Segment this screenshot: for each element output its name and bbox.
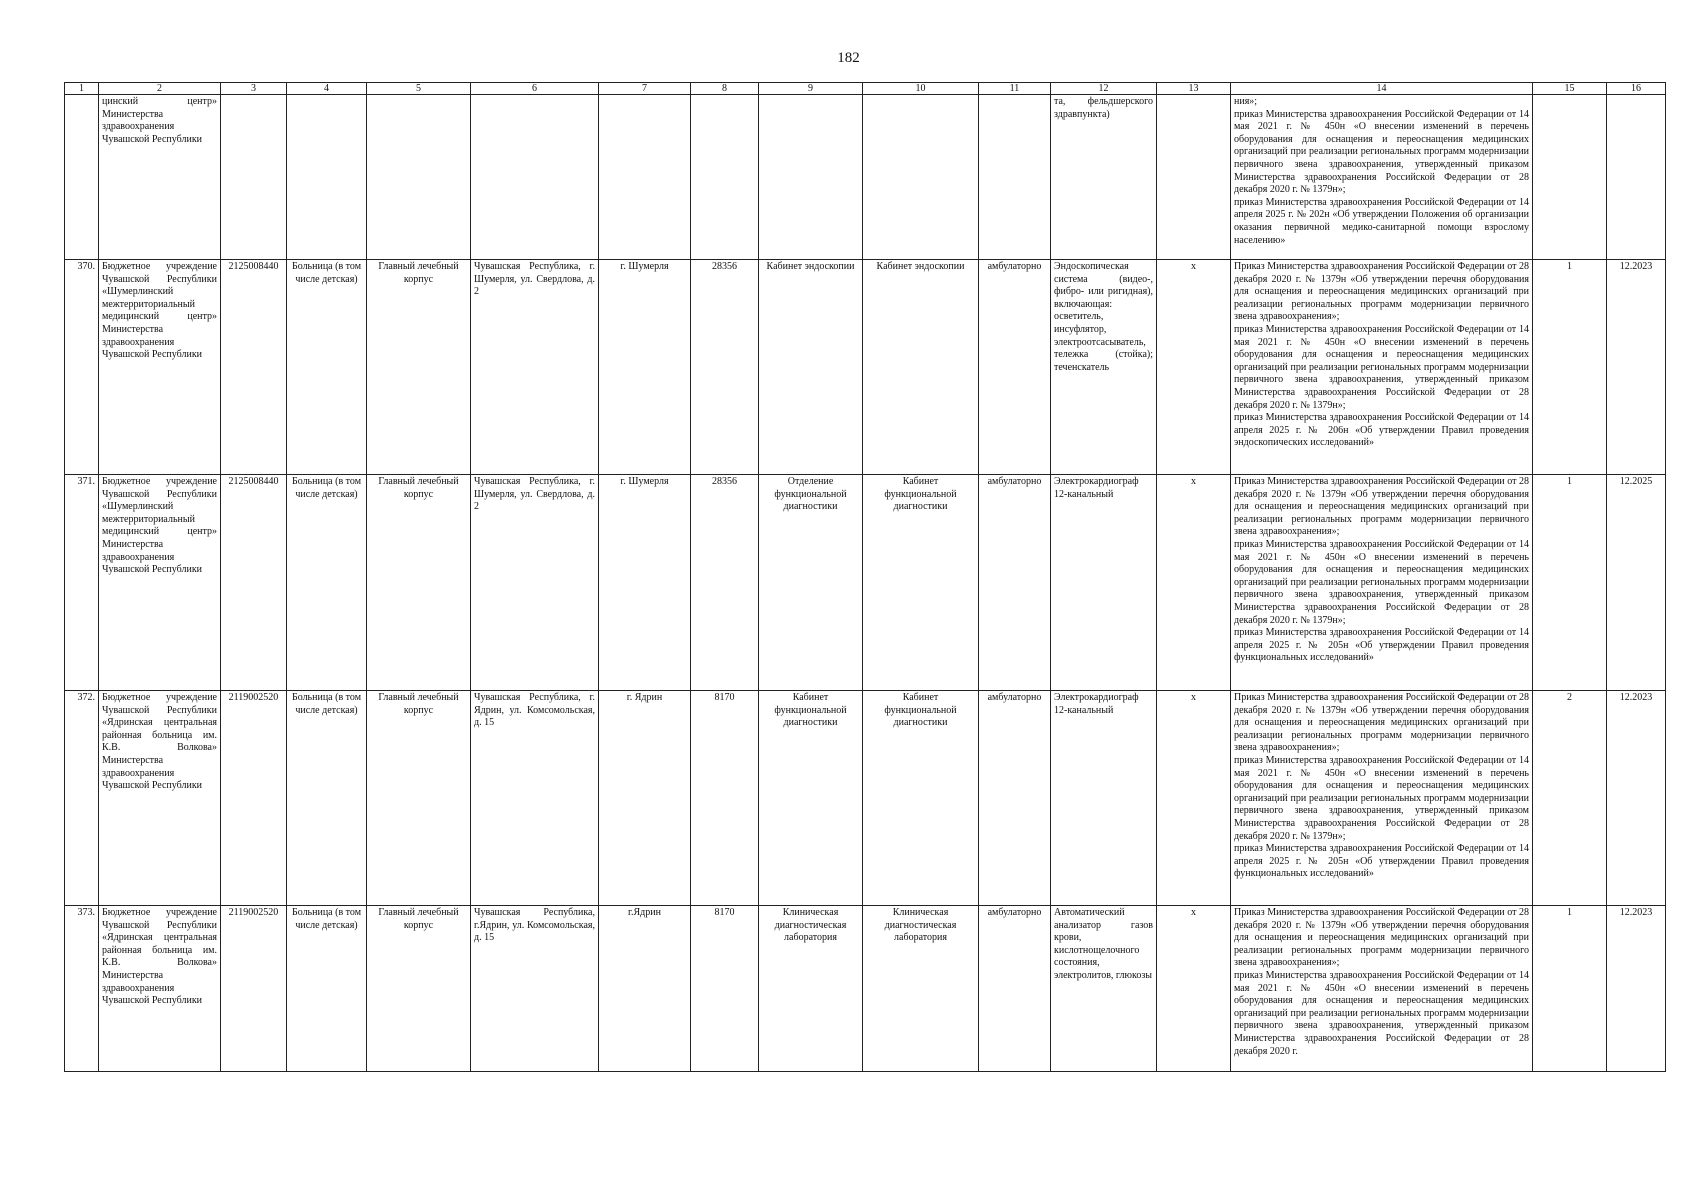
registry-table [64, 82, 1666, 1072]
table-row [65, 260, 1666, 475]
cell-population: 28356 [691, 475, 759, 691]
cell-inn: 2119002520 [221, 691, 287, 906]
cell-inn: 2119002520 [221, 906, 287, 1072]
col-header: 9 [759, 83, 863, 95]
cell-city: г. Шумерля [599, 475, 691, 691]
cell-unit [759, 95, 863, 260]
cell-room [863, 95, 979, 260]
col-header: 10 [863, 83, 979, 95]
cell-quantity: 1 [1533, 906, 1607, 1072]
cell-organization: Бюджетное учреждение Чувашской Республики «Ядринская центральная районная больница им. К.В. Волкова» Министерства здравоохранения Чувашской Республики [99, 906, 221, 1072]
cell-city: г.Ядрин [599, 906, 691, 1072]
cell-number [65, 95, 99, 260]
cell-city: г. Шумерля [599, 260, 691, 475]
cell-building: Главный лечебный корпус [367, 691, 471, 906]
cell-population [691, 95, 759, 260]
cell-address: Чувашская Республика, г. Ядрин, ул. Комсомольская, д. 15 [471, 691, 599, 906]
col-header: 5 [367, 83, 471, 95]
col-header: 12 [1051, 83, 1157, 95]
cell-building [367, 95, 471, 260]
cell-mark: х [1157, 260, 1231, 475]
col-header: 14 [1231, 83, 1533, 95]
cell-inn: 2125008440 [221, 260, 287, 475]
cell-quantity [1533, 95, 1607, 260]
cell-number: 370. [65, 260, 99, 475]
cell-quantity: 2 [1533, 691, 1607, 906]
cell-mode: амбулаторно [979, 906, 1051, 1072]
cell-building: Главный лечебный корпус [367, 260, 471, 475]
cell-room: Кабинет функциональной диагностики [863, 475, 979, 691]
cell-address: Чувашская Республика, г. Шумерля, ул. Свердлова, д. 2 [471, 260, 599, 475]
cell-date: 12.2023 [1607, 260, 1666, 475]
page-number: 182 [837, 50, 860, 66]
cell-unit: Клиническая диагностическая лаборатория [759, 906, 863, 1072]
table-row [65, 906, 1666, 1072]
cell-type: Больница (в том числе детская) [287, 906, 367, 1072]
table-row [65, 475, 1666, 691]
cell-inn [221, 95, 287, 260]
col-header: 15 [1533, 83, 1607, 95]
cell-legal-basis: Приказ Министерства здравоохранения Российской Федерации от 28 декабря 2020 г. № 1379н «Об утверждении перечня оборудования для оснащения и переоснащения медицинских организаций при реализации региональных программ модернизации первичного звена здравоохранения»; приказ Министерства здравоохранения Российской Федерации от 14 мая 2021 г. № 450н «О внесении изменений в перечень оборудования для оснащения и переоснащения медицинских организаций при реализации региональных программ модернизации первичного звена здравоохранения, утвержденный приказом Министерства здравоохранения Российской Федерации от 28 декабря 2020 г. [1231, 906, 1533, 1072]
cell-quantity: 1 [1533, 475, 1607, 691]
cell-address: Чувашская Республика, г. Шумерля, ул. Свердлова, д. 2 [471, 475, 599, 691]
cell-equipment: та, фельдшерского здравпункта) [1051, 95, 1157, 260]
cell-room: Клиническая диагностическая лаборатория [863, 906, 979, 1072]
cell-room: Кабинет функциональной диагностики [863, 691, 979, 906]
cell-organization: Бюджетное учреждение Чувашской Республики «Ядринская центральная районная больница им. К.В. Волкова» Министерства здравоохранения Чувашской Республики [99, 691, 221, 906]
cell-legal-basis: Приказ Министерства здравоохранения Российской Федерации от 28 декабря 2020 г. № 1379н «Об утверждении перечня оборудования для оснащения и переоснащения медицинских организаций при реализации региональных программ модернизации первичного звена здравоохранения»; приказ Министерства здравоохранения Российской Федерации от 14 мая 2021 г. № 450н «О внесении изменений в перечень оборудования для оснащения и переоснащения медицинских организаций при реализации региональных программ модернизации первичного звена здравоохранения, утвержденный приказом Министерства здравоохранения Российской Федерации от 28 декабря 2020 г. № 1379н»; приказ Министерства здравоохранения Российской Федерации от 14 апреля 2025 г. № 205н «Об утверждении Правил проведения функциональных исследований» [1231, 475, 1533, 691]
cell-legal-basis: ния»; приказ Министерства здравоохранения Российской Федерации от 14 мая 2021 г. № 450н «О внесении изменений в перечень оборудования для оснащения и переоснащения медицинских организаций при реализации региональных программ модернизации первичного звена здравоохранения, утвержденный приказом Министерства здравоохранения Российской Федерации от 28 декабря 2020 г. № 1379н»; приказ Министерства здравоохранения Российской Федерации от 14 апреля 2025 г. № 202н «Об утверждении Положения об организации оказания первичной медико-санитарной помощи взрослому населению» [1231, 95, 1533, 260]
col-header: 4 [287, 83, 367, 95]
cell-population: 28356 [691, 260, 759, 475]
cell-type [287, 95, 367, 260]
col-header: 8 [691, 83, 759, 95]
cell-organization: Бюджетное учреждение Чувашской Республики «Шумерлинский межтерриториальный медицинский центр» Министерства здравоохранения Чувашской Республики [99, 260, 221, 475]
cell-organization: цинский центр» Министерства здравоохранения Чувашской Республики [99, 95, 221, 260]
col-header: 6 [471, 83, 599, 95]
cell-equipment: Электрокардиограф 12-канальный [1051, 475, 1157, 691]
cell-mark: х [1157, 906, 1231, 1072]
cell-population: 8170 [691, 691, 759, 906]
cell-unit: Кабинет функциональной диагностики [759, 691, 863, 906]
cell-date: 12.2025 [1607, 475, 1666, 691]
cell-room: Кабинет эндоскопии [863, 260, 979, 475]
cell-equipment: Автоматический анализатор газов крови, кислотнощелочного состояния, электролитов, глюкозы [1051, 906, 1157, 1072]
cell-type: Больница (в том числе детская) [287, 260, 367, 475]
cell-number: 372. [65, 691, 99, 906]
cell-equipment: Электрокардиограф 12-канальный [1051, 691, 1157, 906]
cell-number: 371. [65, 475, 99, 691]
cell-mark: х [1157, 691, 1231, 906]
cell-building: Главный лечебный корпус [367, 475, 471, 691]
cell-mark: х [1157, 475, 1231, 691]
cell-number: 373. [65, 906, 99, 1072]
cell-building: Главный лечебный корпус [367, 906, 471, 1072]
cell-address [471, 95, 599, 260]
cell-population: 8170 [691, 906, 759, 1072]
cell-city [599, 95, 691, 260]
cell-mode: амбулаторно [979, 691, 1051, 906]
col-header: 3 [221, 83, 287, 95]
cell-legal-basis: Приказ Министерства здравоохранения Российской Федерации от 28 декабря 2020 г. № 1379н «Об утверждении перечня оборудования для оснащения и переоснащения медицинских организаций при реализации региональных программ модернизации первичного звена здравоохранения»; приказ Министерства здравоохранения Российской Федерации от 14 мая 2021 г. № 450н «О внесении изменений в перечень оборудования для оснащения и переоснащения медицинских организаций при реализации региональных программ модернизации первичного звена здравоохранения, утвержденный приказом Министерства здравоохранения Российской Федерации от 28 декабря 2020 г. № 1379н»; приказ Министерства здравоохранения Российской Федерации от 14 апреля 2025 г. № 206н «Об утверждении Правил проведения эндоскопических исследований» [1231, 260, 1533, 475]
cell-type: Больница (в том числе детская) [287, 475, 367, 691]
cell-date: 12.2023 [1607, 691, 1666, 906]
cell-mode [979, 95, 1051, 260]
cell-organization: Бюджетное учреждение Чувашской Республики «Шумерлинский межтерриториальный медицинский центр» Министерства здравоохранения Чувашской Республики [99, 475, 221, 691]
table-row [65, 95, 1666, 260]
cell-equipment: Эндоскопическая система (видео-, фибро- или ригидная), включающая: осветитель, инсуфлятор, электроотсасыватель, тележка (стойка); теченскатель [1051, 260, 1157, 475]
col-header: 16 [1607, 83, 1666, 95]
table-row [65, 691, 1666, 906]
cell-city: г. Ядрин [599, 691, 691, 906]
cell-inn: 2125008440 [221, 475, 287, 691]
col-header: 13 [1157, 83, 1231, 95]
cell-legal-basis: Приказ Министерства здравоохранения Российской Федерации от 28 декабря 2020 г. № 1379н «Об утверждении перечня оборудования для оснащения и переоснащения медицинских организаций при реализации региональных программ модернизации первичного звена здравоохранения»; приказ Министерства здравоохранения Российской Федерации от 14 мая 2021 г. № 450н «О внесении изменений в перечень оборудования для оснащения и переоснащения медицинских организаций при реализации региональных программ модернизации первичного звена здравоохранения, утвержденный приказом Министерства здравоохранения Российской Федерации от 28 декабря 2020 г. № 1379н»; приказ Министерства здравоохранения Российской Федерации от 14 апреля 2025 г. № 205н «Об утверждении Правил проведения функциональных исследований» [1231, 691, 1533, 906]
col-header: 1 [65, 83, 99, 95]
cell-mode: амбулаторно [979, 475, 1051, 691]
cell-quantity: 1 [1533, 260, 1607, 475]
cell-unit: Отделение функциональной диагностики [759, 475, 863, 691]
col-header: 2 [99, 83, 221, 95]
col-header: 7 [599, 83, 691, 95]
cell-unit: Кабинет эндоскопии [759, 260, 863, 475]
cell-mark [1157, 95, 1231, 260]
cell-mode: амбулаторно [979, 260, 1051, 475]
cell-date [1607, 95, 1666, 260]
cell-address: Чувашская Республика, г.Ядрин, ул. Комсомольская, д. 15 [471, 906, 599, 1072]
header-row [65, 83, 1666, 95]
cell-date: 12.2023 [1607, 906, 1666, 1072]
col-header: 11 [979, 83, 1051, 95]
cell-type: Больница (в том числе детская) [287, 691, 367, 906]
